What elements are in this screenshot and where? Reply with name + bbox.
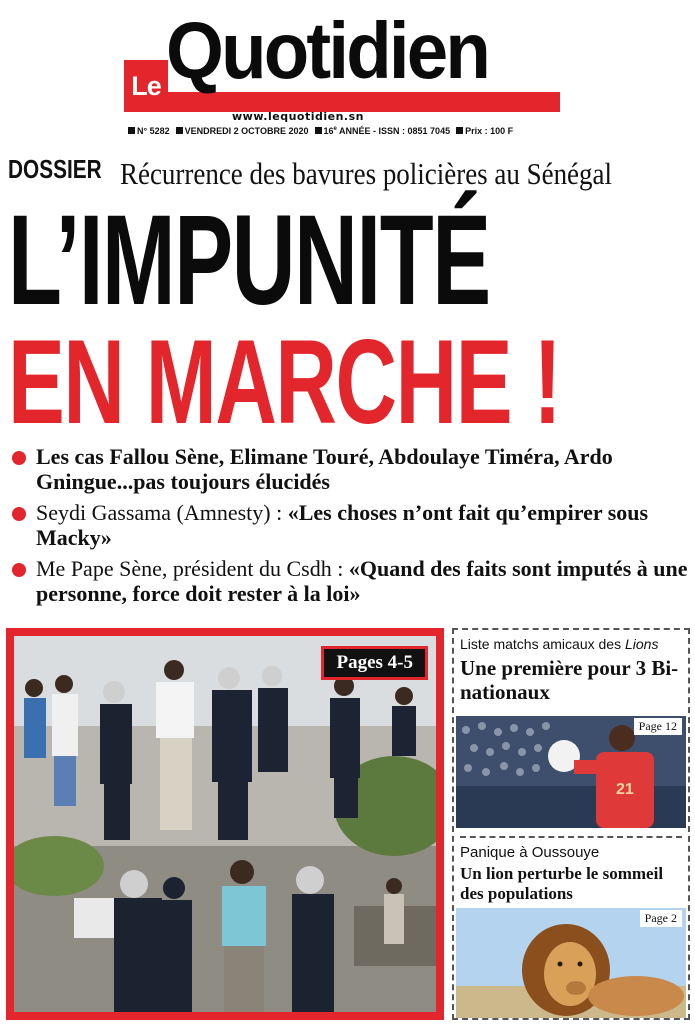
story1-kicker-prefix: Liste matchs amicaux des [460, 636, 625, 652]
masthead [0, 0, 695, 145]
issue-price-item [456, 126, 513, 140]
issue-number-item [128, 126, 170, 140]
issue-info-line [128, 126, 568, 140]
story1-kicker [460, 636, 658, 652]
square-bullet-icon [176, 127, 183, 134]
square-bullet-icon [128, 127, 135, 134]
bullet-quote: «Quand des faits sont imputés à une personne, force doit rester à la loi» [36, 556, 688, 606]
bullet-lead: Me Pape Sène, président du Csdh : [36, 556, 349, 581]
police-arrest-photo [14, 636, 436, 1012]
issue-year-issn: ANNÉE - ISSN : 0851 7045 [336, 126, 451, 136]
issue-date-item [176, 126, 309, 140]
red-bullet-icon [12, 507, 26, 521]
pages-badge[interactable]: Pages 4-5 [321, 646, 428, 680]
dossier-tag: DOSSIER [8, 154, 102, 184]
issue-year-item [315, 126, 451, 140]
issue-price: Prix : 100 F [465, 126, 514, 136]
bullet-list [10, 444, 690, 612]
lion-photo[interactable] [456, 908, 686, 1018]
sidebar-column [452, 628, 690, 1020]
logo-title: Quotidien [166, 6, 489, 95]
issue-year-sup: e [333, 126, 337, 132]
story2-kicker: Panique à Oussouye [460, 844, 600, 861]
story1-title[interactable]: Une première pour 3 Bi-nationaux [460, 656, 679, 704]
bullet-item-1[interactable] [10, 444, 690, 494]
main-photo-frame[interactable] [6, 628, 444, 1020]
issue-year: 16 [323, 126, 334, 136]
headline-line-1[interactable]: L’IMPUNITÉ [8, 189, 490, 332]
dossier-subtitle: Récurrence des bavures policières au Sénégal [120, 156, 612, 191]
issue-date: VENDREDI 2 OCTOBRE 2020 [184, 126, 309, 136]
sidebar-divider [460, 836, 682, 838]
story2-title[interactable]: Un lion perturbe le sommeil des populations [460, 864, 664, 903]
square-bullet-icon [456, 127, 463, 134]
headline-line-2[interactable]: EN MARCHE ! [8, 315, 561, 449]
bullet-item-3[interactable] [10, 556, 690, 606]
bullet-item-2[interactable] [10, 500, 690, 550]
football-photo[interactable] [456, 716, 686, 828]
square-bullet-icon [315, 127, 322, 134]
story1-kicker-italic: Lions [624, 636, 659, 652]
bullet-quote: «Les choses n’ont fait qu’empirer sous Macky» [36, 500, 649, 550]
photo-illustration [14, 636, 436, 1012]
dossier-line [8, 154, 612, 194]
jersey-number: 21 [616, 781, 634, 798]
website-url[interactable]: www.lequotidien.sn [232, 110, 364, 123]
story1-page-tag[interactable]: Page 12 [634, 718, 682, 735]
issue-number: N° 5282 [137, 126, 170, 136]
bullet-lead: Seydi Gassama (Amnesty) : [36, 500, 288, 525]
story2-page-tag[interactable]: Page 2 [640, 910, 682, 927]
red-bullet-icon [12, 451, 26, 465]
logo-le: Le [124, 60, 168, 112]
red-bullet-icon [12, 563, 26, 577]
bullet-text: Les cas Fallou Sène, Elimane Touré, Abdoulaye Timéra, Ardo Gningue...pas toujours élucidés [36, 444, 613, 494]
